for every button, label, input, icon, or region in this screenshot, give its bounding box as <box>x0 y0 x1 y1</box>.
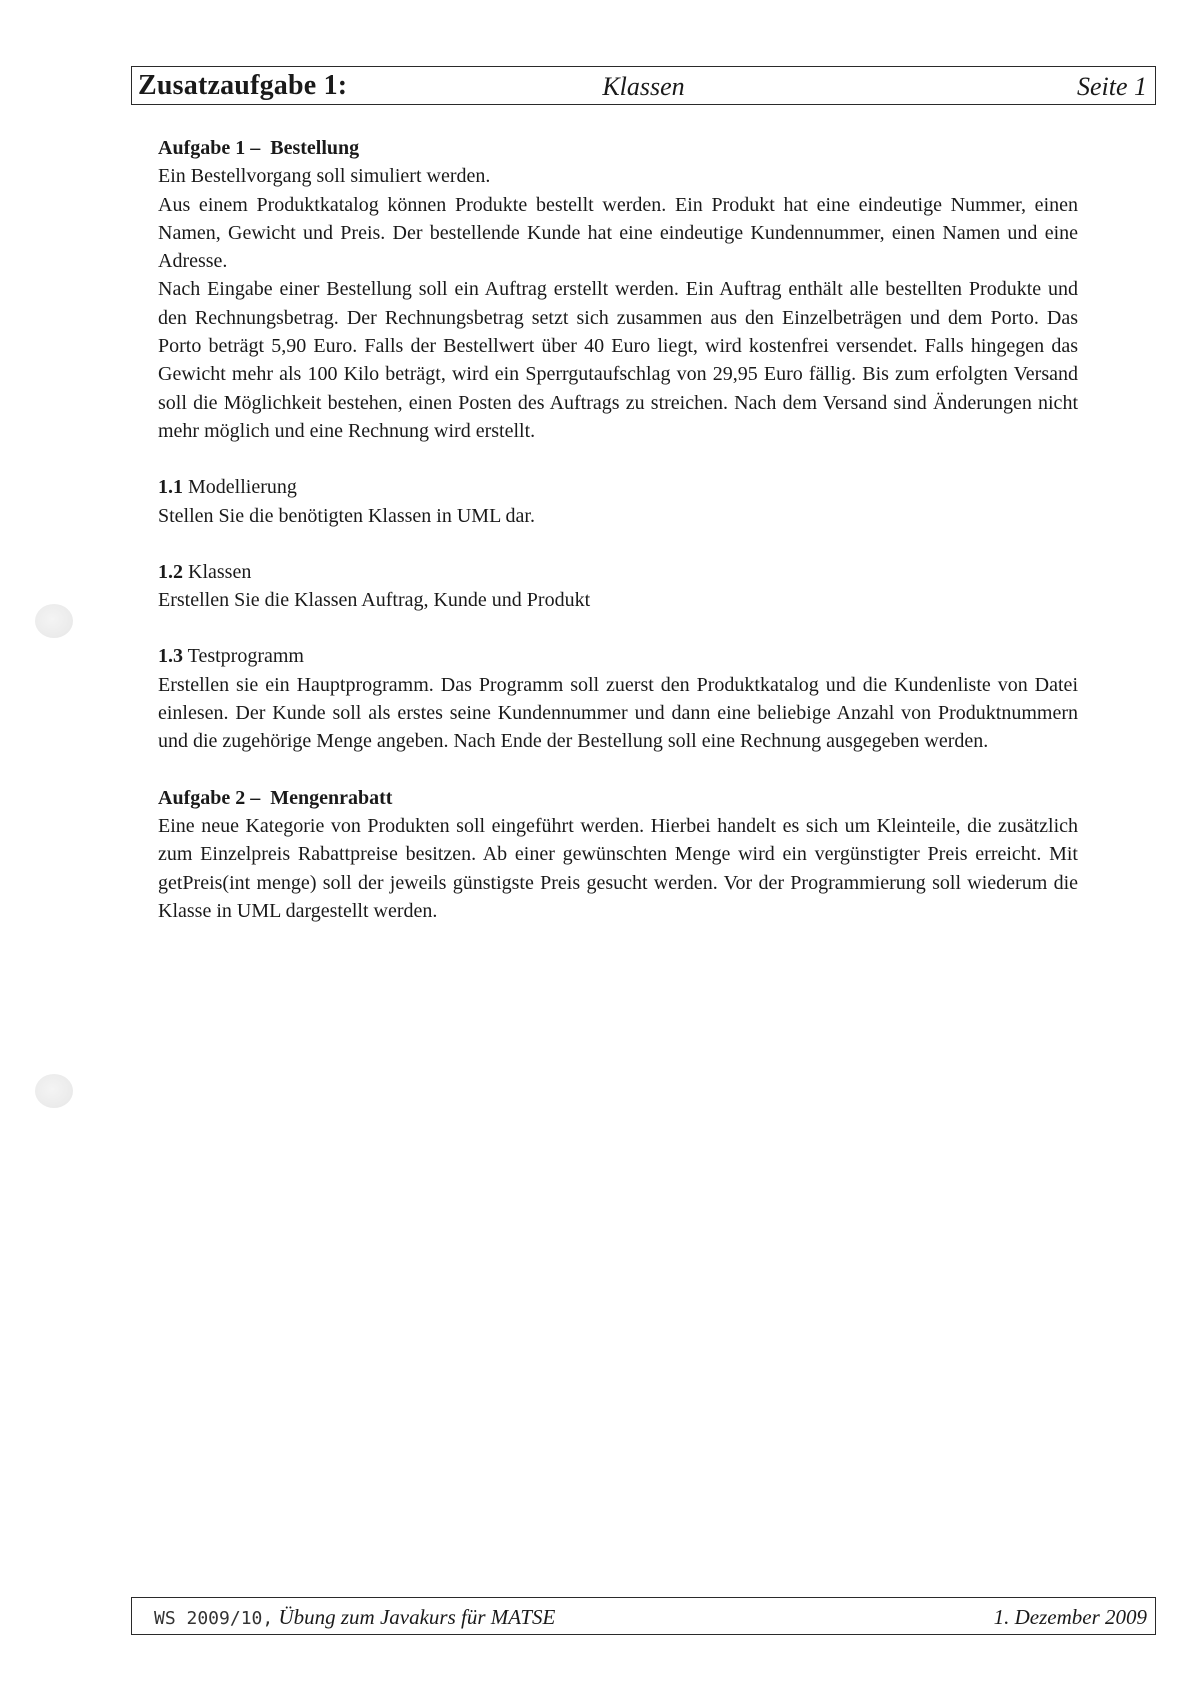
task2-title: Mengenrabatt <box>270 786 393 809</box>
page-header <box>131 66 1156 105</box>
task1-label: Aufgabe 1 – <box>158 137 261 159</box>
sheet-title: Zusatzaufgabe 1: <box>138 70 348 101</box>
subtask-number: 1.3 <box>158 645 183 668</box>
task1-paragraph: Nach Eingabe einer Bestellung soll ein Auftrag erstellt werden. Ein Auftrag enthält alle bestellten Produkte und den Rechnungsbetrag. Der Rechnungsbetrag setzt sich zusammen aus den Einzelbeträgen und dem Porto. Das Porto beträgt 5,90 Euro. Falls der Bestellwert über 40 Euro liegt, wird kostenfrei versendet. Falls hingegen das Gewicht mehr als 100 Kilo beträgt, wird ein Sperrgutaufschlag von 29,95 Euro fällig. Bis zum erfolgten Versand soll die Möglichkeit bestehen, einen Posten des Auftrags zu streichen. Nach dem Versand sind Änderungen nicht mehr möglich und eine Rechnung wird erstellt. <box>158 278 1078 442</box>
page-footer <box>131 1597 1156 1635</box>
subtask-title: Modellierung <box>188 476 297 499</box>
punch-hole-mark <box>35 604 73 638</box>
subtask-1-1-heading <box>158 473 1078 501</box>
subtask-1-3-heading <box>158 642 1078 670</box>
task1-paragraph: Aus einem Produktkatalog können Produkte bestellt werden. Ein Produkt hat eine eindeutige Nummer, einen Namen, Gewicht und Preis. Der bestellende Kunde hat eine eindeutige Kundennummer, einen Namen und eine Adresse. <box>158 193 1078 273</box>
subtask-title: Testprogramm <box>187 645 304 668</box>
subtask-number: 1.2 <box>158 560 183 583</box>
footer-course-info <box>154 1605 555 1630</box>
task2-text: Eine neue Kategorie von Produkten soll eingeführt werden. Hierbei handelt es sich um Kleinteile, die zusätzlich zum Einzelpreis Rabattpreise besitzen. Ab einer gewünschten Menge wird ein vergünstigter Preis erreicht. Mit getPreis(int menge) soll der jeweils günstigste Preis gesucht werden. Vor der Programmierung soll wiederum die Klasse in UML dargestellt werden. <box>158 814 1078 922</box>
sheet-subject: Klassen <box>602 72 685 101</box>
task2-heading <box>158 784 1078 812</box>
subtask-1-1-text: Stellen Sie die benötigten Klassen in UML dar. <box>158 504 535 527</box>
page-number: Seite 1 <box>1076 72 1147 101</box>
task1-title: Bestellung <box>270 137 360 159</box>
task-sheet-body <box>158 134 1078 925</box>
task1-heading <box>158 134 1078 162</box>
subtask-title: Klassen <box>188 560 252 583</box>
task2-label: Aufgabe 2 – <box>158 786 261 809</box>
subtask-1-2-heading <box>158 558 1078 586</box>
punch-hole-mark <box>35 1074 73 1108</box>
footer-course: Übung zum Javakurs für MATSE <box>278 1605 556 1629</box>
subtask-1-2-text: Erstellen Sie die Klassen Auftrag, Kunde und Produkt <box>158 589 591 612</box>
subtask-1-3-text: Erstellen sie ein Hauptprogramm. Das Programm soll zuerst den Produktkatalog und die Kundenliste von Datei einlesen. Der Kunde soll als erstes seine Kundennummer und dann eine beliebige Anzahl von Produktnummern und die zugehörige Menge angeben. Nach Ende der Bestellung soll eine Rechnung ausgegeben werden. <box>158 673 1078 753</box>
footer-date: 1. Dezember 2009 <box>993 1605 1147 1629</box>
subtask-number: 1.1 <box>158 476 183 499</box>
footer-semester: WS 2009/10, <box>154 1608 274 1629</box>
task1-paragraph: Ein Bestellvorgang soll simuliert werden. <box>158 165 491 188</box>
